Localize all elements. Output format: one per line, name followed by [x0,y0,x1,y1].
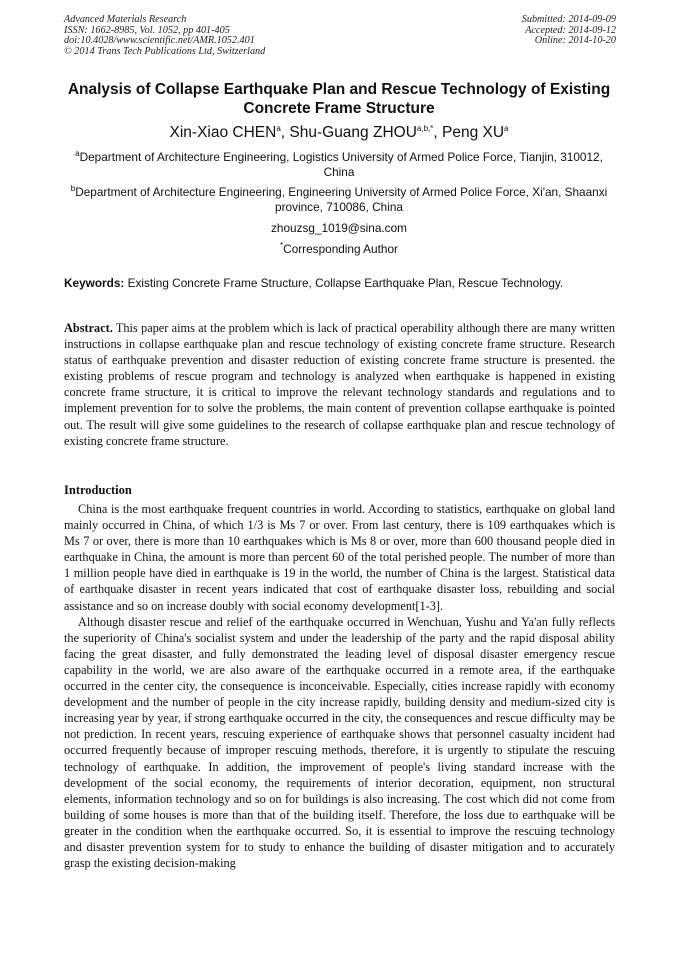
paragraph: Although disaster rescue and relief of the earthquake occurred in Wenchuan, Yushu and Ya'an fully reflects the superiority of China's socialist system and under the leadership of the party and the rapid disposal ability facing the great disaster, and fully demonstrated the leading level of disposal disaster emergency rescue capability in the world, we are also aware of the earthquake occurred in a remote area, if the earthquake occurred in the center city, the consequence is inconceivable. Especially, cities increase rapidly with economy development and the number of people in the city increase rapidly, building density and medium-sized city is increasing year by year, if strong earthquake occurred in the city, the consequences and rescue difficulty may be not prediction. In recent years, rescuing experience of earthquake shows that personnel casualty incident had occurred frequently because of improper rescuing methods, therefore, it is urgently to stipulate the rescuing technology of earthquake. In addition, the improvement of people's living standard increase with the development of the social economy, the requirements of interior decoration, equipment, non structural elements, information technology and so on for buildings is also increasing. The cost which did not come from building of some houses is more than that of the building itself. Therefore, the loss due to earthquake will be greater in the condition when the earthquake occurred. So, it is essential to improve the rescuing technology and disaster prevention system for to study to enhance the building of disaster mitigation and to accurately grasp the existing decision-making [64,614,615,871]
corresponding-author-note: *Corresponding Author [280,241,398,256]
online-date: Online: 2014-10-20 [534,35,616,47]
introduction-body [64,501,615,871]
paper-title: Analysis of Collapse Earthquake Plan and Rescue Technology of Existing Concrete Frame Structure [67,81,611,117]
keywords-text: Existing Concrete Frame Structure, Collapse Earthquake Plan, Rescue Technology. [124,276,564,290]
doi-line: doi:10.4028/www.scientific.net/AMR.1052.401 [64,35,255,47]
keywords [64,276,624,290]
author-email[interactable]: zhouzsg_1019@sina.com [271,221,407,235]
paragraph: China is the most earthquake frequent countries in world. According to statistics, earthquake on global land mainly occurred in China, of which 1/3 is Ms 7 or over. From last century, there is 109 earthquakes which is Ms 7 or over, there is more than 10 earthquakes which is Ms 8 or over, more than 600 thousand people died in earthquake in China, the amount is more than percent 60 of the total perished people. The number of more than 1 million people have died in earthquake is 19 in the world, the number of China is the largest. Statistical data of earthquake disaster in recent years indicated that cost of earthquake disaster loss, rebuilding and social assistance and so on increase doubly with social economy development[1-3]. [64,502,615,613]
author-list [60,124,618,142]
issn-line: ISSN: 1662-8985, Vol. 1052, pp 401-405 [64,24,230,36]
keywords-label: Keywords: [64,276,125,290]
abstract-text: This paper aims at the problem which is lack of practical operability although there are many written instructions in collapse earthquake plan and rescue technology of existing concrete frame structure. Research status of earthquake prevention and disaster reduction of existing concrete frame structure is presented. the existing problems of rescue program and technology is analyzed when earthquake is happened in existing concrete frame structure, it is critical to improve the relevant technology standards and regulations and to implement prevention for to solve the problems, the main content of prevention collapse earthquake is pointed out. The result will give some guidelines to the research of collapse earthquake plan and rescue technology of existing concrete frame structure. [64,321,615,448]
section-heading-introduction: Introduction [64,483,132,497]
abstract [64,320,615,449]
affiliation-a: $^a$Department of Architecture Engineering, Logistics University of Armed Police Force, Tianjin, 310012, China [75,149,603,179]
journal-header-left [64,15,265,57]
author: Xin-Xiao CHEN$^a$, [169,123,290,141]
accepted-date: Accepted: 2014-09-12 [525,24,616,36]
journal-name: Advanced Materials Research [64,14,187,25]
journal-header-right [522,15,616,47]
affiliation-b: $^b$Department of Architecture Engineering, Engineering University of Armed Police Force, Xi'an, Shaanxi province, 710086, China [70,184,608,214]
submitted-date: Submitted: 2014-09-09 [521,14,616,25]
abstract-label: Abstract. [64,321,113,335]
copyright-line: © 2014 Trans Tech Publications Ltd, Switzerland [64,45,266,57]
author: Shu-Guang $ZHOU^{a,b,*}$, [289,123,442,141]
author: Peng $XU^a$ [441,123,509,141]
